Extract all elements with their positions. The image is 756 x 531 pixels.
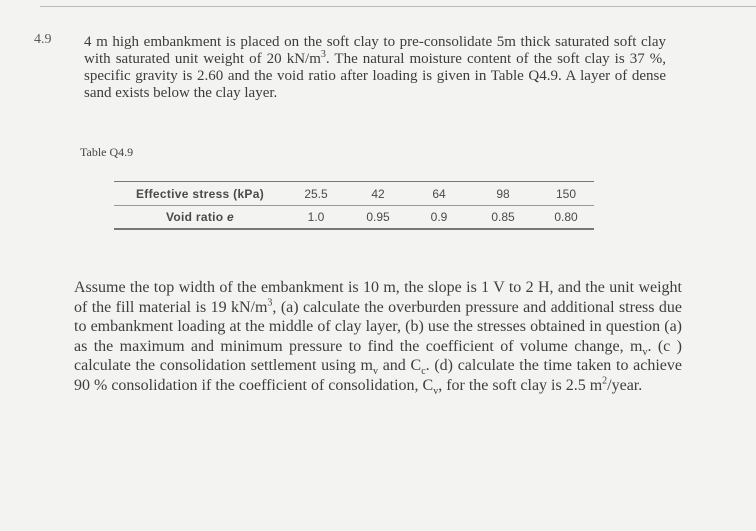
table-row-stress: [114, 182, 594, 206]
table-cell: 0.95: [346, 206, 410, 230]
row-label-void-ratio: [114, 206, 286, 230]
question-number: 4.9: [34, 32, 52, 47]
page-top-rule: [40, 6, 756, 7]
unit-superscript: 3: [320, 49, 326, 60]
table-cell: 25.5: [286, 182, 346, 206]
subscript-v: v: [642, 346, 648, 358]
part2-text-5: . (d) calculate the time taken to achieve 90 % consolidation if the coefficient of consolidation, C: [74, 357, 682, 394]
table-cell: 0.80: [538, 206, 594, 230]
table-cell: 0.9: [410, 206, 468, 230]
part2-text-1: Assume the top width of the embankment is 10 m, the slope is 1 V to 2 H, and the unit weight of the fill material is 19 kN/m: [74, 279, 682, 316]
table-cell: 150: [538, 182, 594, 206]
void-ratio-symbol: e: [227, 210, 235, 224]
part2-text-2: , (a) calculate the overburden pressure and additional stress due to embankment loading at the middle of clay layer, (b) use the stresses obtained in question (a) as the maximum and minimum pressure to find the coefficient of volume change, m: [74, 298, 682, 355]
data-table: [114, 181, 594, 230]
superscript-2: 2: [602, 375, 608, 387]
table-cell: 64: [410, 182, 468, 206]
table-cell: 42: [346, 182, 410, 206]
part2-text-6: , for the soft clay is 2.5 m: [438, 376, 603, 394]
table-row-void-ratio: [114, 206, 594, 230]
question-text-2: . The natural moisture content of the soft clay is 37 %, specific gravity is 2.60 and the void ratio after loading is given in Table Q4.9. A layer of dense sand exists below the clay layer.: [84, 51, 666, 101]
part2-text-3: . (c ) calculate the consolidation settlement using m: [74, 337, 682, 374]
table-cell: 98: [468, 182, 538, 206]
row-label-stress: Effective stress (kPa): [114, 182, 286, 206]
question-paragraph: [84, 34, 666, 102]
subscript-v: v: [373, 366, 378, 378]
part2-text-7: /year.: [607, 376, 643, 394]
instructions-paragraph: [74, 278, 682, 395]
subscript-v: v: [433, 385, 439, 397]
table-label: Table Q4.9: [80, 145, 134, 159]
superscript-3: 3: [267, 297, 273, 309]
table-cell: 1.0: [286, 206, 346, 230]
void-ratio-label-text: Void ratio e: [165, 210, 235, 224]
part2-text-4: and C: [378, 357, 422, 374]
question-text-1: 4 m high embankment is placed on the soft clay to pre-consolidate 5m thick saturated soft clay with saturated unit weight of 20 kN/m: [84, 34, 666, 67]
subscript-c: c: [421, 366, 426, 378]
table-cell: 0.85: [468, 206, 538, 230]
